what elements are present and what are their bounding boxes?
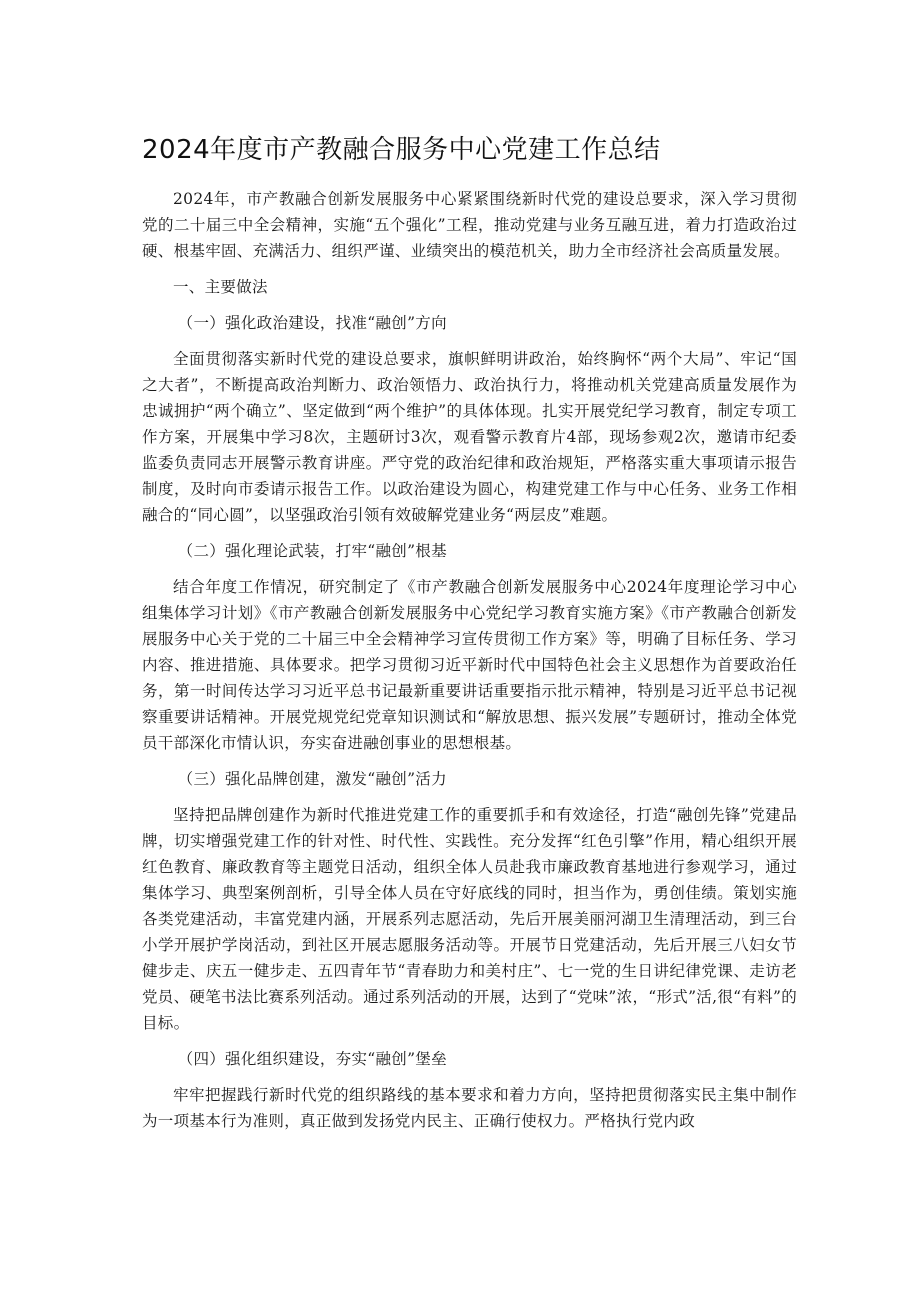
section-heading-main-practices: 一、主要做法 [173,278,268,296]
document-title: 2024年度市产教融合服务中心党建工作总结 [142,135,661,165]
subsection-body-brand: 坚持把品牌创建作为新时代推进党建工作的重要抓手和有效途径，打造“融创先锋”党建品牌，切实增强党建工作的针对性、时代性、实践性。充分发挥“红色引擎”作用，精心组织开展红色教育、廉政教育等主题党日活动，组织全体人员赴我市廉政教育基地进行参观学习，通过集体学习、典型案例剖析，引导全体人员在守好底线的同时，担当作为，勇创佳绩。策划实施各类党建活动，丰富党建内涵，开展系列志愿活动，先后开展美丽河湖卫生清理活动，到三台小学开展护学岗活动，到社区开展志愿服务活动等。开展节日党建活动，先后开展三八妇女节健步走、庆五一健步走、五四青年节“青春助力和美村庄”、七一党的生日讲纪律党课、走访老党员、硬笔书法比赛系列活动。通过系列活动的开展，达到了“党味”浓，“形式”活,很“有料”的目标。 [142,806,797,1032]
subsection-heading-organization: （四）强化组织建设，夯实“融创”堡垒 [177,1050,447,1068]
subsection-body-political: 全面贯彻落实新时代党的建设总要求，旗帜鲜明讲政治，始终胸怀“两个大局”、牢记“国之大者”，不断提高政治判断力、政治领悟力、政治执行力，将推动机关党建高质量发展作为忠诚拥护“两个确立”、坚定做到“两个维护”的具体体现。扎实开展党纪学习教育，制定专项工作方案，开展集中学习8次，主题研讨3次，观看警示教育片4部，现场参观2次，邀请市纪委监委负责同志开展警示教育讲座。严守党的政治纪律和政治规矩，严格落实重大事项请示报告制度，及时向市委请示报告工作。以政治建设为圆心，构建党建工作与中心任务、业务工作相融合的“同心圆”，以坚强政治引领有效破解党建业务“两层皮”难题。 [142,350,797,524]
subsection-heading-brand: （三）强化品牌创建，激发“融创”活力 [177,770,447,788]
subsection-heading-theory: （二）强化理论武装，打牢“融创”根基 [177,542,447,560]
subsection-heading-political: （一）强化政治建设，找准“融创”方向 [177,314,447,332]
subsection-body-organization: 牢牢把握践行新时代党的组织路线的基本要求和着力方向，坚持把贯彻落实民主集中制作为一项基本行为准则，真正做到发扬党内民主、正确行使权力。严格执行党内政 [142,1086,797,1130]
document-page [142,118,797,1144]
subsection-body-theory: 结合年度工作情况，研究制定了《市产教融合创新发展服务中心2024年度理论学习中心组集体学习计划》《市产教融合创新发展服务中心党纪学习教育实施方案》《市产教融合创新发展服务中心关于党的二十届三中全会精神学习宣传贯彻工作方案》等，明确了目标任务、学习内容、推进措施、具体要求。把学习贯彻习近平新时代中国特色社会主义思想作为首要政治任务，第一时间传达学习习近平总书记最新重要讲话重要指示批示精神，特别是习近平总书记视察重要讲话精神。开展党规党纪党章知识测试和“解放思想、振兴发展”专题研讨，推动全体党员干部深化市情认识，夯实奋进融创事业的思想根基。 [142,578,797,752]
intro-paragraph: 2024年，市产教融合创新发展服务中心紧紧围绕新时代党的建设总要求，深入学习贯彻党的二十届三中全会精神，实施“五个强化”工程，推动党建与业务互融互进，着力打造政治过硬、根基牢固、充满活力、组织严谨、业绩突出的模范机关，助力全市经济社会高质量发展。 [142,190,797,260]
